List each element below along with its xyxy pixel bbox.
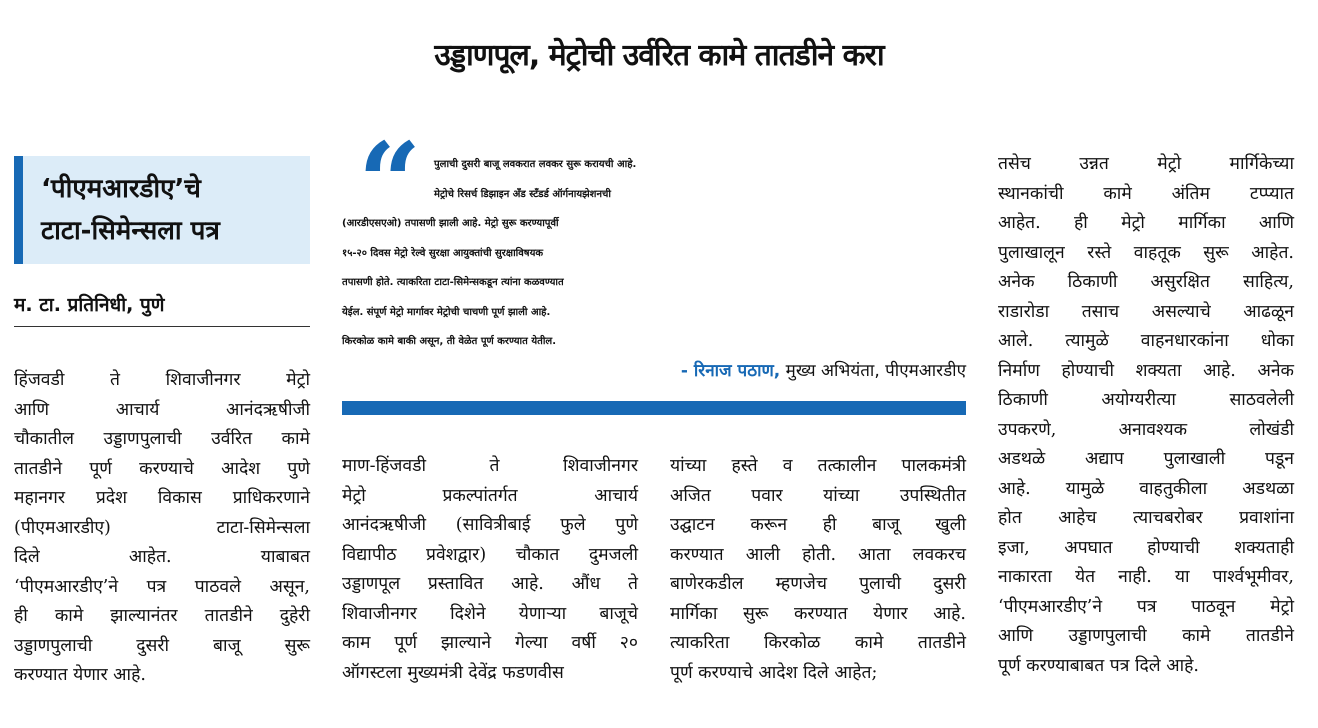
article-line: ऑगस्टला मुख्यमंत्री देवेंद्र फडणवीस (342, 662, 564, 683)
article-line: महानगर प्रदेश विकास प्राधिकरणाने (14, 488, 310, 508)
quote-line: येईल. संपूर्ण मेट्रो मार्गावर मेट्रोची चाचणी पूर्ण झाली आहे. (342, 306, 551, 318)
article-line: आणि उड्डाणपुलाची कामे तातडीने (998, 626, 1294, 646)
quote-line: तपासणी होते. त्याकरिता टाटा-सिमेन्सकडून त्यांना कळवण्यात (342, 277, 564, 288)
article-line: पुलाखालून रस्ते वाहतूक सुरू आहेत. (998, 242, 1294, 263)
article-line: अनेक ठिकाणी असुरक्षित साहित्य, (998, 272, 1294, 292)
article-line: (पीएमआरडीए) टाटा-सिमेन्सला (14, 517, 310, 538)
article-line: ‘पीएमआरडीए’ने पत्र पाठवून मेट्रो (998, 596, 1294, 617)
article-line: राडारोडा तसाच असल्याचे आढळून (998, 301, 1294, 322)
article-line: हिंजवडी ते शिवाजीनगर मेट्रो (14, 370, 310, 390)
article-line: उड्डाणपूल प्रस्तावित आहे. औंध ते (342, 574, 638, 594)
quote-line: मेट्रोचे रिसर्च डिझाइन अँड स्टँडर्ड ऑर्गनायझेशनची (434, 188, 611, 200)
article-column-1 (14, 366, 310, 691)
article-line: दिले आहेत. याबाबत (14, 547, 310, 567)
article-line: अजित पवार यांच्या उपस्थितीत (670, 485, 966, 506)
article-line: यांच्या हस्ते व तत्कालीन पालकमंत्री (670, 456, 966, 476)
article-column-4 (998, 150, 1294, 681)
attribution-name: - रिनाज पठाण, (680, 360, 781, 381)
kicker-box (14, 156, 310, 264)
kicker-line-2: टाटा-सिमेन्सला पत्र (41, 216, 220, 246)
article-line: नाकारता येत नाही. या पार्श्वभूमीवर, (998, 567, 1294, 587)
article-line: मार्गिका सुरू करण्यात येणार आहे. (670, 603, 966, 624)
article-line: इजा, अपघात होण्याची शक्यताही (998, 537, 1294, 558)
article-line: चौकातील उड्डाणपुलाची उर्वरित कामे (14, 429, 310, 449)
article-line: ठिकाणी अयोग्यरीत्या साठवलेली (998, 390, 1294, 410)
quote-mark-icon: “ (358, 118, 422, 247)
article-line: मेट्रो प्रकल्पांतर्गत आचार्य (342, 485, 638, 506)
article-line: होत आहेच त्याचबरोबर प्रवाशांना (998, 508, 1294, 528)
article-line: उड्डाणपुलाची दुसरी बाजू सुरू (14, 635, 310, 656)
article-column-3 (670, 452, 966, 688)
article-line: माण-हिंजवडी ते शिवाजीनगर (342, 456, 638, 476)
quote-line: पुलाची दुसरी बाजू लवकरात लवकर सुरू करायची आहे. (434, 159, 637, 170)
article-line: काम पूर्ण झाल्याने गेल्या वर्षी २० (342, 633, 638, 653)
quote-attribution (342, 357, 966, 387)
article-column-2 (342, 452, 638, 688)
article-line: स्थानकांची कामे अंतिम टप्प्यात (998, 183, 1294, 204)
article-line: पूर्ण करण्याचे आदेश दिले आहेत; (670, 662, 878, 683)
article-line: तसेच उन्नत मेट्रो मार्गिकेच्या (998, 154, 1294, 174)
kicker-line-1: ‘पीएमआरडीए’चे (41, 174, 201, 204)
article-line: ‘पीएमआरडीए’ने पत्र पाठवले असून, (14, 576, 310, 597)
article-line: अडथळे अद्याप पुलाखाली पडून (998, 449, 1294, 469)
article-line: करण्यात येणार आहे. (14, 665, 146, 685)
headline: उड्डाणपूल, मेट्रोची उर्वरित कामे तातडीने करा (434, 38, 884, 73)
article-line: पूर्ण करण्याबाबत पत्र दिले आहे. (998, 655, 1199, 676)
section-divider-bar (342, 401, 966, 415)
byline: म. टा. प्रतिनिधी, पुणे (14, 290, 310, 327)
attribution-title: मुख्य अभियंता, पीएमआरडीए (785, 360, 966, 381)
quote-line: १५-२० दिवस मेट्रो रेल्वे सुरक्षा आयुक्तांची सुरक्षाविषयक (342, 247, 544, 259)
article-line: करण्यात आली होती. आता लवकरच (670, 544, 966, 565)
article-line: विद्यापीठ प्रवेशद्वार) चौकात दुमजली (342, 544, 638, 565)
article-line: आहेत. ही मेट्रो मार्गिका आणि (998, 213, 1294, 233)
article-line: उपकरणे, अनावश्यक लोखंडी (998, 419, 1294, 440)
article-line: शिवाजीनगर दिशेने येणाऱ्या बाजूचे (342, 603, 638, 624)
quote-line: किरकोळ कामे बाकी असून, ती वेळेत पूर्ण करण्यात येतील. (342, 336, 556, 347)
quote-text (342, 150, 970, 357)
article-line: आले. त्यामुळे वाहनधारकांना धोका (998, 331, 1294, 351)
article-line: बाणेरकडील म्हणजेच पुलाची दुसरी (670, 574, 966, 594)
article-line: आहे. यामुळे वाहतुकीला अडथळा (998, 478, 1294, 499)
article-line: ही कामे झाल्यानंतर तातडीने दुहेरी (14, 606, 310, 626)
article-line: उद्घाटन करून ही बाजू खुली (670, 515, 966, 535)
article-line: तातडीने पूर्ण करण्याचे आदेश पुणे (14, 458, 310, 479)
pull-quote (342, 118, 970, 386)
article-line: आनंदऋषीजी (सावित्रीबाई फुले पुणे (342, 515, 638, 535)
article-line: त्याकरिता किरकोळ कामे तातडीने (670, 633, 966, 653)
article-line: निर्माण होण्याची शक्यता आहे. अनेक (998, 360, 1294, 381)
article-line: आणि आचार्य आनंदऋषीजी (14, 399, 310, 420)
quote-line: (आरडीएसएओ) तपासणी झाली आहे. मेट्रो सुरू करण्यापूर्वी (342, 218, 559, 229)
